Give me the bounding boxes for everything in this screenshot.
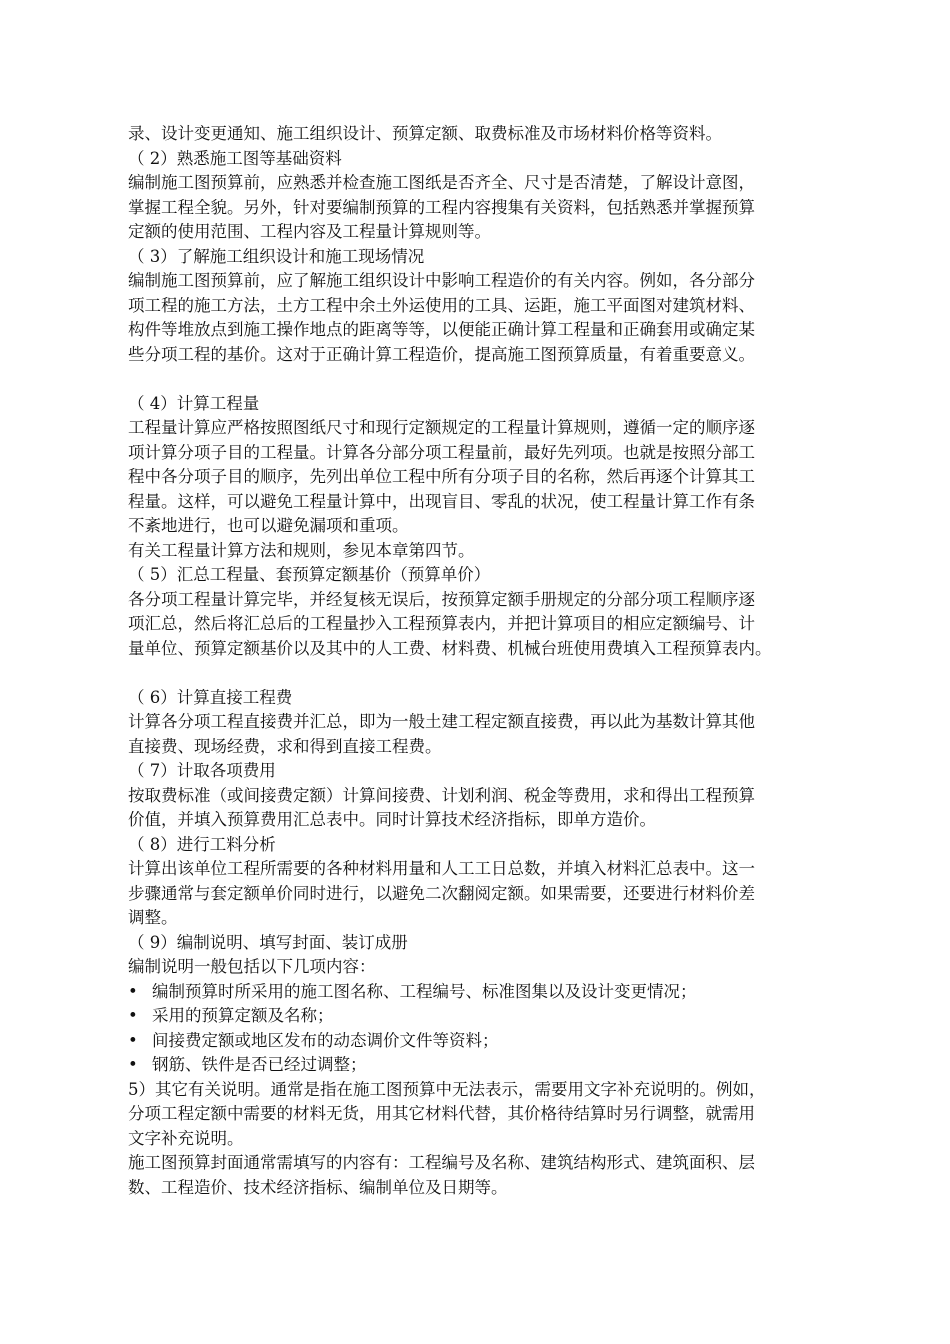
list-item [128,1053,868,1078]
bullet-icon: • [128,1006,138,1025]
section-block-2 [128,392,868,662]
section-block-4 [128,1078,868,1201]
text-line: 些分项工程的基价。这对于正确计算工程造价，提高施工图预算质量，有着重要意义。 [128,344,755,364]
text-line: 有关工程量计算方法和规则，参见本章第四节。 [128,540,475,560]
section-block-1 [128,122,868,367]
document-body [128,122,868,1200]
bullet-icon: • [128,1030,138,1050]
text-line: 掌握工程全貌。另外，针对要编制预算的工程内容搜集有关资料，包括熟悉并掌握预算 [128,197,755,217]
text-line: 直接费、现场经费，求和得到直接工程费。 [128,736,442,756]
text-line: 5）其它有关说明。通常是指在施工图预算中无法表示，需要用文字补充说明的。例如， [128,1079,766,1099]
text-line: 程中各分项子目的顺序，先列出单位工程中所有分项子目的名称，然后再逐个计算其工 [128,467,755,486]
list-item-text: 采用的预算定额及名称； [152,1006,334,1025]
list-item-text: 间接费定额或地区发布的动态调价文件等资料； [152,1030,499,1050]
text-line: 价值，并填入预算费用汇总表中。同时计算技术经济指标，即单方造价。 [128,810,656,829]
text-line: 步骤通常与套定额单价同时进行，以避免二次翻阅定额。如果需要，还要进行材料价差 [128,883,755,903]
paragraph-gap [128,661,868,686]
text-line: 项汇总，然后将汇总后的工程量抄入工程预算表内，并把计算项目的相应定额编号、计 [128,614,755,633]
text-line: 构件等堆放点到施工操作地点的距离等等，以便能正确计算工程量和正确套用或确定某 [128,320,755,339]
bullet-list [128,980,868,1078]
text-line: 工程量计算应严格按照图纸尺寸和现行定额规定的工程量计算规则，遵循一定的顺序逐 [128,418,755,437]
text-line: 数、工程造价、技术经济指标、编制单位及日期等。 [128,1177,508,1197]
list-item-text: 编制预算时所采用的施工图名称、工程编号、标准图集以及设计变更情况； [152,981,697,1001]
text-line: 分项工程定额中需要的材料无货，用其它材料代替，其价格待结算时另行调整，就需用 [128,1104,755,1123]
heading-step-2: （ 2）熟悉施工图等基础资料 [128,148,342,168]
list-item [128,1029,868,1054]
text-line: 调整。 [128,908,178,927]
heading-step-4: （ 4）计算工程量 [128,393,260,413]
heading-step-5: （ 5）汇总工程量、套预算定额基价（预算单价） [128,565,491,584]
paragraph-gap [128,367,868,392]
list-item-text: 钢筋、铁件是否已经过调整； [152,1055,367,1074]
list-item [128,980,868,1005]
text-line: 量单位、预算定额基价以及其中的人工费、材料费、机械台班使用费填入工程预算表内。 [128,638,772,658]
text-line: 程量。这样，可以避免工程量计算中，出现盲目、零乱的状况，使工程量计算工作有条 [128,491,755,511]
text-line: 录、设计变更通知、施工组织设计、预算定额、取费标准及市场材料价格等资料。 [128,124,722,143]
heading-step-8: （ 8）进行工料分析 [128,834,276,854]
heading-step-7: （ 7）计取各项费用 [128,761,276,780]
text-line: 不紊地进行，也可以避免漏项和重项。 [128,516,409,535]
bullet-icon: • [128,981,138,1001]
text-line: 编制施工图预算前，应了解施工组织设计中影响工程造价的有关内容。例如，各分部分 [128,271,755,290]
text-line: 定额的使用范围、工程内容及工程量计算规则等。 [128,222,491,241]
text-line: 项工程的施工方法，土方工程中余土外运使用的工具、运距，施工平面图对建筑材料、 [128,295,755,315]
text-line: 按取费标准（或间接费定额）计算间接费、计划利润、税金等费用，求和得出工程预算 [128,785,755,805]
list-item [128,1004,868,1029]
section-block-3 [128,686,868,980]
text-line: 计算各分项工程直接费并汇总，即为一般土建工程定额直接费，再以此为基数计算其他 [128,712,755,731]
heading-step-6: （ 6）计算直接工程费 [128,687,293,707]
text-line: 文字补充说明。 [128,1128,244,1148]
bullet-icon: • [128,1055,138,1074]
text-line: 编制施工图预算前，应熟悉并检查施工图纸是否齐全、尺寸是否清楚，了解设计意图， [128,173,755,192]
text-line: 施工图预算封面通常需填写的内容有：工程编号及名称、建筑结构形式、建筑面积、层 [128,1153,755,1172]
text-line: 编制说明一般包括以下几项内容： [128,957,376,976]
heading-step-9: （ 9）编制说明、填写封面、装订成册 [128,932,408,952]
text-line: 计算出该单位工程所需要的各种材料用量和人工工日总数，并填入材料汇总表中。这一 [128,859,755,878]
heading-step-3: （ 3）了解施工组织设计和施工现场情况 [128,246,425,266]
text-line: 项计算分项子目的工程量。计算各分部分项工程量前，最好先列项。也就是按照分部工 [128,442,755,462]
text-line: 各分项工程量计算完毕，并经复核无误后，按预算定额手册规定的分部分项工程顺序逐 [128,589,755,609]
